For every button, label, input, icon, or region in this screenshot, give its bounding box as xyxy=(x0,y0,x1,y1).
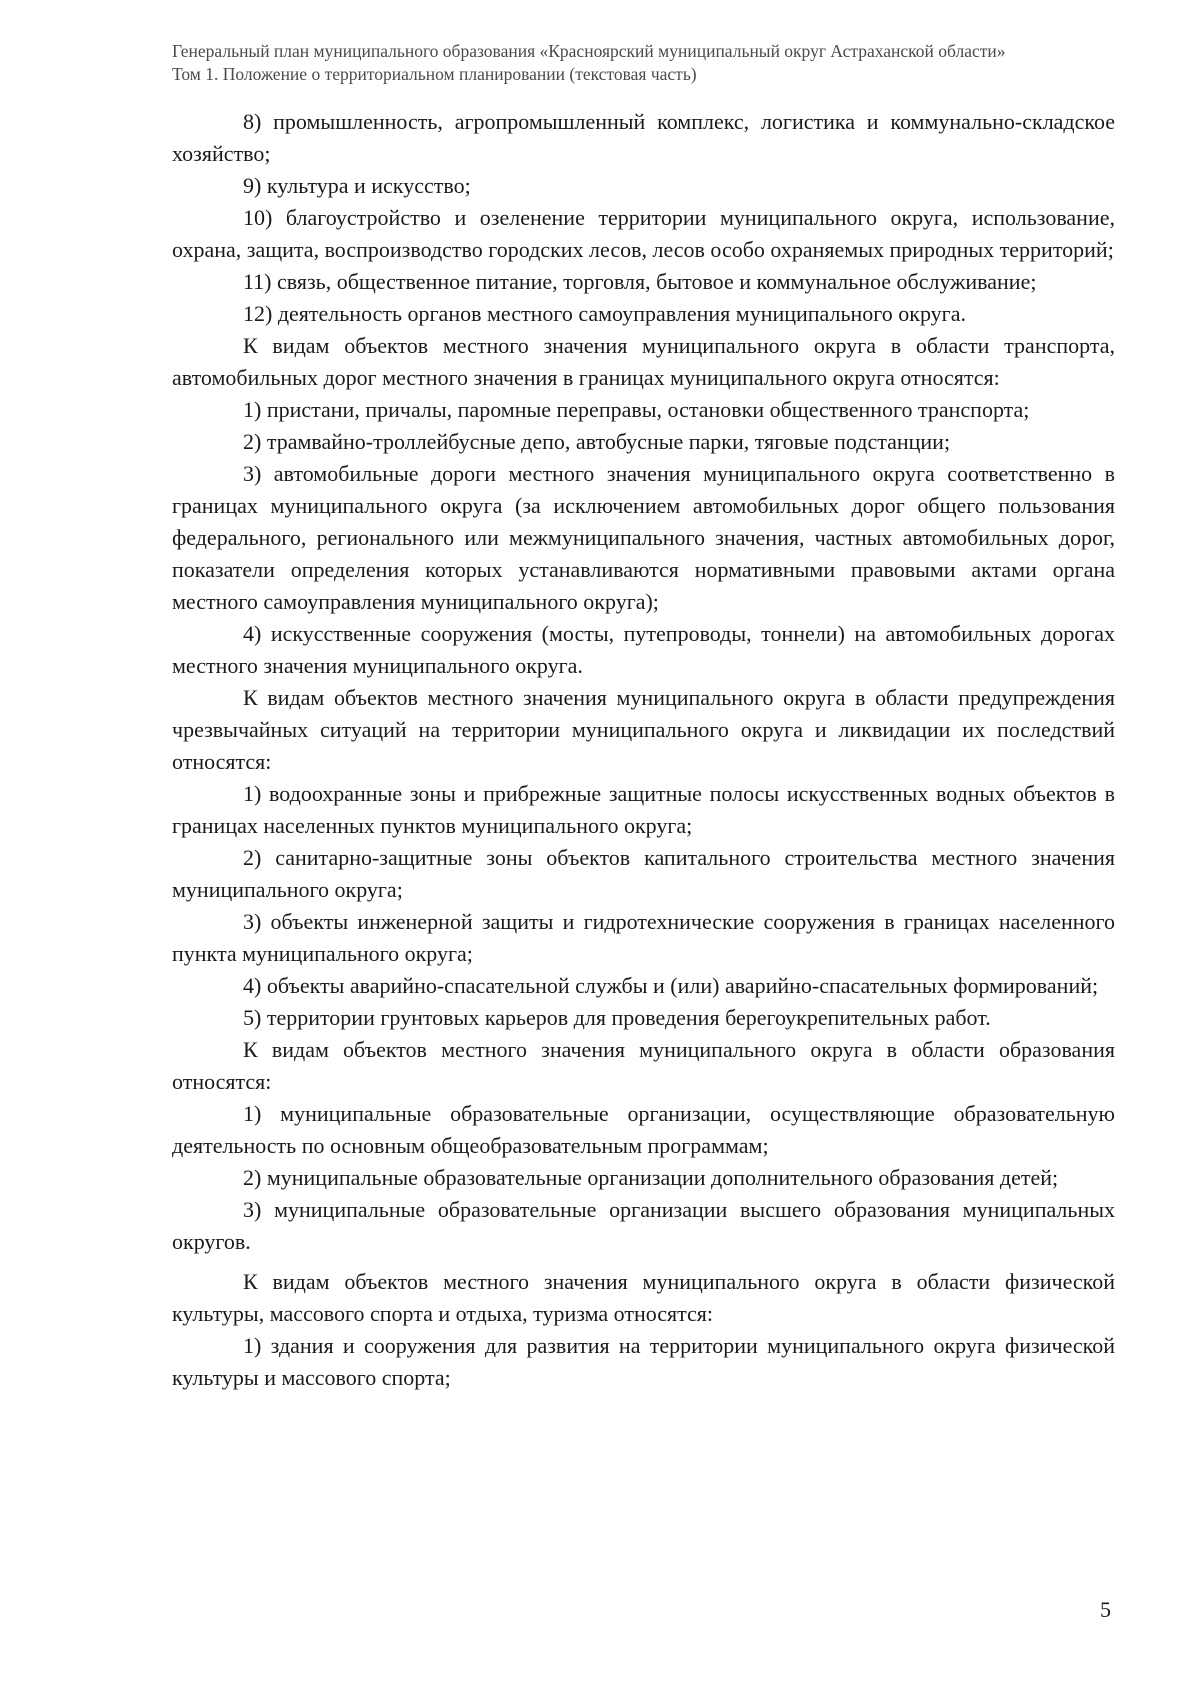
paragraph: 1) муниципальные образовательные организации, осуществляющие образовательную деятельность по основным общеобразовательным программам; xyxy=(172,1101,1115,1158)
document-body xyxy=(172,106,1115,1394)
paragraph: 3) объекты инженерной защиты и гидротехнические сооружения в границах населенного пункта муниципального округа; xyxy=(172,909,1115,966)
paragraph: 3) муниципальные образовательные организации высшего образования муниципальных округов. xyxy=(172,1197,1115,1254)
paragraph: К видам объектов местного значения муниципального округа в области транспорта, автомобильных дорог местного значения в границах муниципального округа относятся: xyxy=(172,333,1115,390)
paragraph: К видам объектов местного значения муниципального округа в области образования относятся: xyxy=(172,1037,1115,1094)
paragraph: К видам объектов местного значения муниципального округа в области физической культуры, массового спорта и отдыха, туризма относятся: xyxy=(172,1269,1115,1326)
paragraph: 4) объекты аварийно-спасательной службы и (или) аварийно-спасательных формирований; xyxy=(243,973,1099,998)
paragraph: 3) автомобильные дороги местного значения муниципального округа соответственно в границах муниципального округа (за исключением автомобильных дорог общего пользования федерального, регионального или межмуниципального значения, частных автомобильных дорог, показатели определения которых устанавливаются нормативными правовыми актами органа местного самоуправления муниципального округа); xyxy=(172,461,1115,614)
paragraph: 1) здания и сооружения для развития на территории муниципального округа физической культуры и массового спорта; xyxy=(172,1333,1115,1390)
paragraph: К видам объектов местного значения муниципального округа в области предупреждения чрезвычайных ситуаций на территории муниципального округа и ликвидации их последствий относятся: xyxy=(172,685,1115,774)
paragraph: 1) водоохранные зоны и прибрежные защитные полосы искусственных водных объектов в границах населенных пунктов муниципального округа; xyxy=(172,781,1115,838)
paragraph: 2) санитарно-защитные зоны объектов капитального строительства местного значения муниципального округа; xyxy=(172,845,1115,902)
paragraph: 2) трамвайно-троллейбусные депо, автобусные парки, тяговые подстанции; xyxy=(243,429,951,454)
paragraph: 2) муниципальные образовательные организации дополнительного образования детей; xyxy=(243,1165,1059,1190)
paragraph: 4) искусственные сооружения (мосты, путепроводы, тоннели) на автомобильных дорогах местного значения муниципального округа. xyxy=(172,621,1115,678)
paragraph: 12) деятельность органов местного самоуправления муниципального округа. xyxy=(243,301,966,326)
page-number: 5 xyxy=(1100,1597,1111,1622)
paragraph: 1) пристани, причалы, паромные переправы, остановки общественного транспорта; xyxy=(243,397,1030,422)
header-title: Генеральный план муниципального образования «Красноярский муниципальный округ Астраханской области» xyxy=(172,41,1006,61)
paragraph: 11) связь, общественное питание, торговля, бытовое и коммунальное обслуживание; xyxy=(243,269,1037,294)
document-page xyxy=(172,40,1115,1394)
paragraph: 8) промышленность, агропромышленный комплекс, логистика и коммунально-складское хозяйство; xyxy=(172,109,1115,166)
header-volume: Том 1. Положение о территориальном планировании (текстовая часть) xyxy=(172,64,697,84)
paragraph: 10) благоустройство и озеленение территории муниципального округа, использование, охрана, защита, воспроизводство городских лесов, лесов особо охраняемых природных территорий; xyxy=(172,205,1115,262)
paragraph: 9) культура и искусство; xyxy=(243,173,471,198)
document-header xyxy=(172,40,1115,86)
paragraph: 5) территории грунтовых карьеров для проведения берегоукрепительных работ. xyxy=(243,1005,991,1030)
